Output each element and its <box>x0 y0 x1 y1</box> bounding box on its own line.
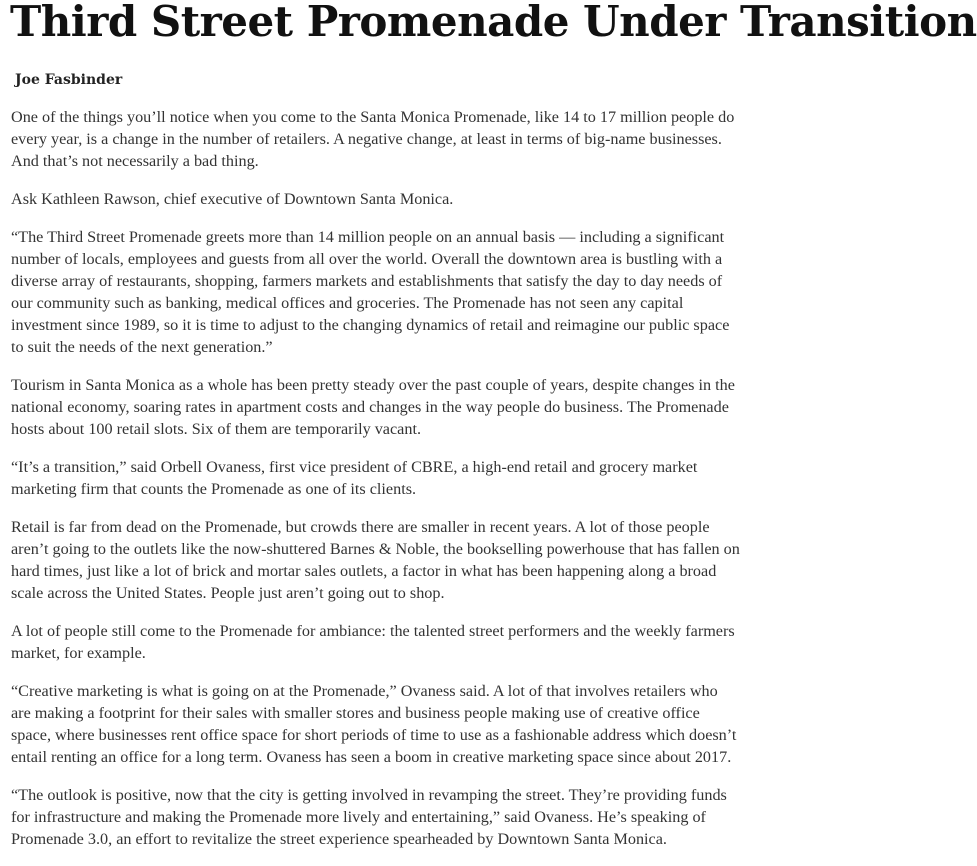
article-paragraph: Ask Kathleen Rawson, chief executive of Downtown Santa Monica. <box>11 190 454 208</box>
article-paragraph: Tourism in Santa Monica as a whole has been pretty steady over the past couple of years, despite changes in the national economy, soaring rates in apartment costs and changes in the way people do business. The Promenade hosts about 100 retail slots. Six of them are temporarily vacant. <box>11 376 735 438</box>
article-paragraph: A lot of people still come to the Promenade for ambiance: the talented street performers and the weekly farmers market, for example. <box>11 622 735 662</box>
article-paragraph: “Creative marketing is what is going on at the Promenade,” Ovaness said. A lot of that involves retailers who are making a footprint for their sales with smaller stores and business people making use of creative office space, where businesses rent office space for short periods of time to use as a fashionable address which doesn’t entail renting an office for a long term. Ovaness has seen a boom in creative marketing space since about 2017. <box>11 682 737 766</box>
article-body <box>11 106 741 866</box>
article-paragraph: One of the things you’ll notice when you come to the Santa Monica Promenade, like 14 to 17 million people do every year, is a change in the number of retailers. A negative change, at least in terms of big-name businesses. And that’s not necessarily a bad thing. <box>11 108 735 170</box>
article-headline: Third Street Promenade Under Transition <box>10 0 977 46</box>
article-paragraph: “It’s a transition,” said Orbell Ovaness, first vice president of CBRE, a high-end retail and grocery market marketing firm that counts the Promenade as one of its clients. <box>11 458 698 498</box>
article-paragraph: “The outlook is positive, now that the city is getting involved in revamping the street. They’re providing funds for infrastructure and making the Promenade more lively and entertaining,” said Ovaness. He’s speaking of Promenade 3.0, an effort to revitalize the street experience spearheaded by Downtown Santa Monica. <box>11 786 727 848</box>
article-paragraph: Retail is far from dead on the Promenade, but crowds there are smaller in recent years. A lot of those people aren’t going to the outlets like the now-shuttered Barnes & Noble, the bookselling powerhouse that has fallen on hard times, just like a lot of brick and mortar sales outlets, a factor in what has been happening along a broad scale across the United States. People just aren’t going out to shop. <box>11 518 740 602</box>
article-paragraph: “The Third Street Promenade greets more than 14 million people on an annual basis — including a significant number of locals, employees and guests from all over the world. Overall the downtown area is bustling with a diverse array of restaurants, shopping, farmers markets and establishments that satisfy the day to day needs of our community such as banking, medical offices and groceries. The Promenade has not seen any capital investment since 1989, so it is time to adjust to the changing dynamics of retail and reimagine our public space to suit the needs of the next generation.” <box>11 228 730 356</box>
article-byline: Joe Fasbinder <box>15 72 123 88</box>
